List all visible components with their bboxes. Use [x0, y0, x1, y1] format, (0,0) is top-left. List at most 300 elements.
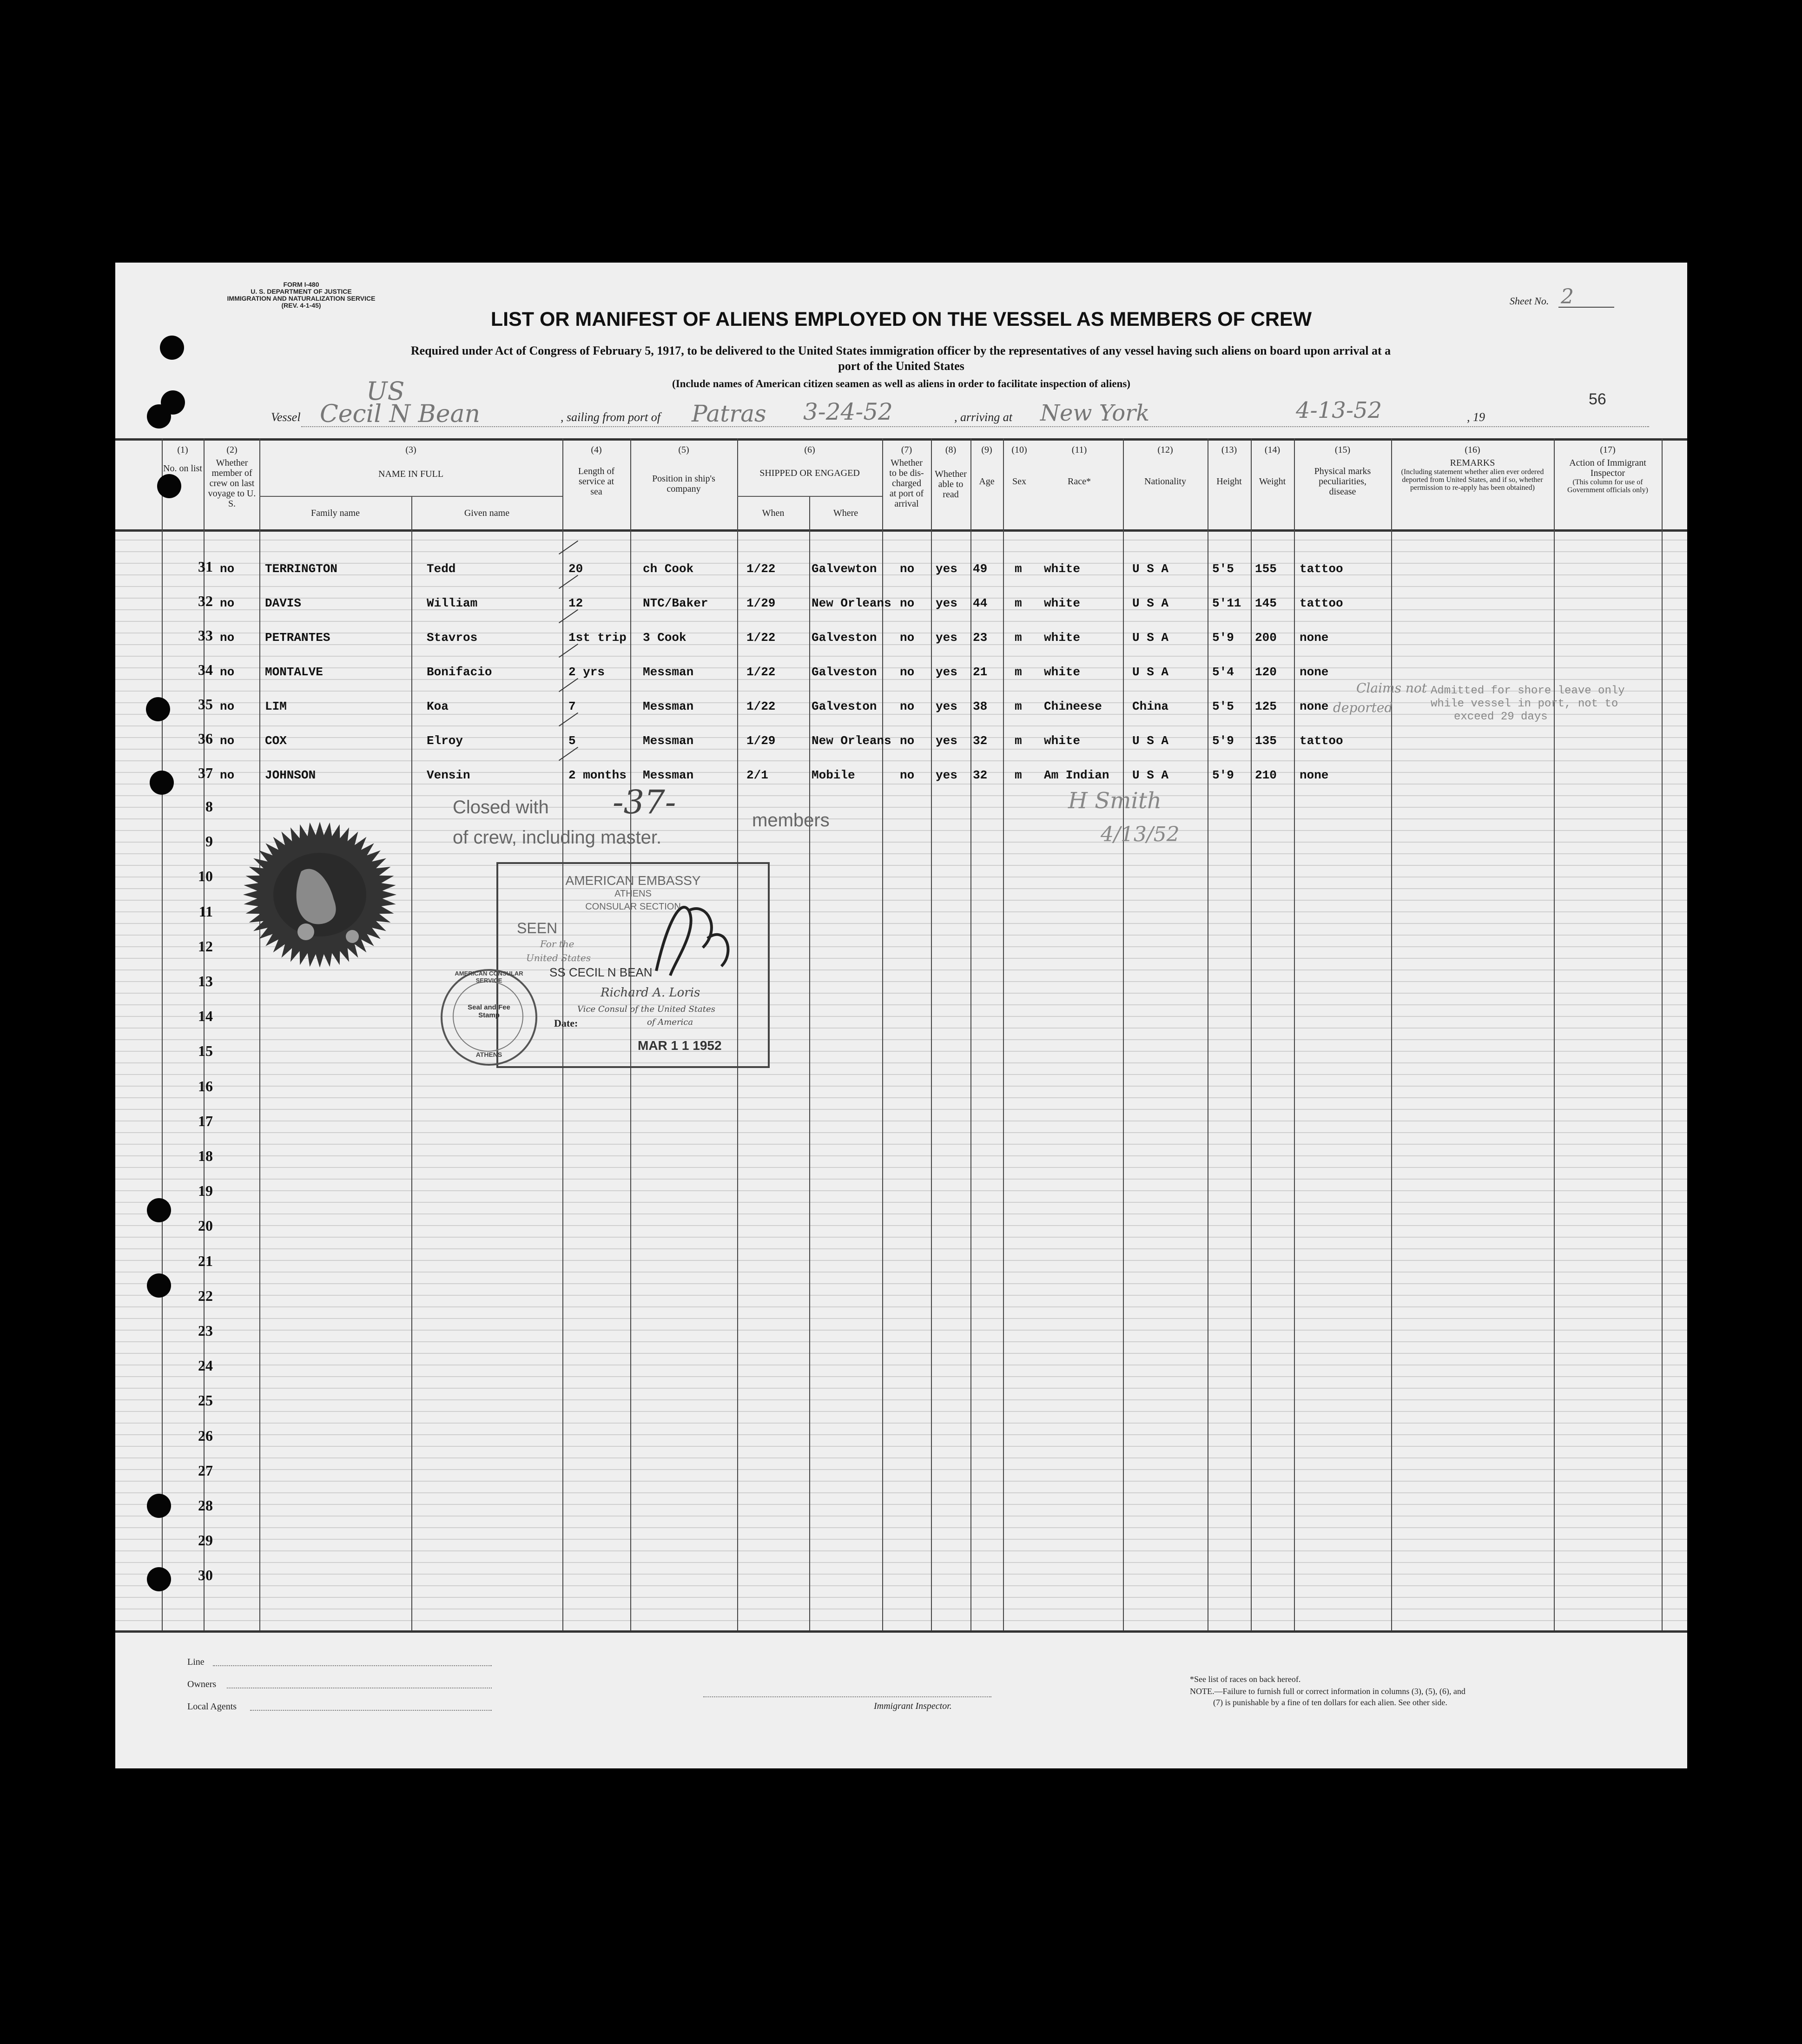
- col-divider: [1251, 438, 1252, 1630]
- height-cell: 5'11: [1212, 596, 1241, 610]
- position-cell: Messman: [643, 768, 694, 782]
- sex-cell: m: [1015, 562, 1022, 576]
- sex-cell: m: [1015, 768, 1022, 782]
- position-cell: Messman: [643, 699, 694, 713]
- ruled-line: [115, 1167, 1687, 1168]
- service-length-cell: 1st trip: [568, 631, 627, 645]
- col-4-header: (4) Length of service at sea: [578, 445, 615, 497]
- ruled-line: [115, 1620, 1687, 1621]
- inspector-signature-field: [703, 1696, 991, 1697]
- closing-stamp-line2: of crew, including master.: [453, 827, 662, 848]
- age-cell: 21: [973, 665, 988, 679]
- family-name-cell: DAVIS: [265, 596, 302, 610]
- row-number: 21: [198, 1252, 213, 1269]
- age-cell: 23: [973, 631, 988, 645]
- ruled-line: [115, 1295, 1687, 1296]
- ruled-line: [115, 1516, 1687, 1517]
- col-divider: [1662, 438, 1663, 1630]
- position-cell: 3 Cook: [643, 631, 686, 645]
- sex-cell: m: [1015, 734, 1022, 748]
- race-cell: Chineese: [1044, 699, 1102, 713]
- col-divider: [259, 438, 260, 1630]
- ruled-line: [115, 656, 1687, 657]
- service-length-cell: 20: [568, 562, 583, 576]
- able-to-read-cell: yes: [936, 699, 957, 713]
- height-cell: 5'9: [1212, 734, 1234, 748]
- col-1-header: (1) No. on list: [163, 445, 202, 474]
- row-number: 35: [198, 696, 213, 712]
- physical-marks-cell: tattoo: [1300, 734, 1343, 748]
- consular-stamp: AMERICAN EMBASSY ATHENS CONSULAR SECTION SEEN For the United States SS CECIL N BEAN Richard A. Loris Vice Consul of the United States of America Date: MAR 1 1 1952: [496, 862, 770, 1068]
- ruled-line: [115, 1597, 1687, 1598]
- ruled-line: [115, 1248, 1687, 1249]
- last-voyage-cell: no: [220, 562, 235, 576]
- ruled-line: [115, 807, 1687, 808]
- ruled-line: [115, 1028, 1687, 1029]
- discharged-cell: no: [900, 631, 915, 645]
- col-5-header: (5) Position in ship's company: [652, 445, 715, 494]
- shipped-when-cell: 1/22: [746, 562, 776, 576]
- position-cell: ch Cook: [643, 562, 694, 576]
- weight-cell: 200: [1255, 631, 1277, 645]
- vessel-label: Vessel: [271, 410, 301, 424]
- col-3-header: (3) NAME IN FULL: [378, 445, 443, 479]
- page-title: LIST OR MANIFEST OF ALIENS EMPLOYED ON THE VESSEL AS MEMBERS OF CREW: [490, 308, 1312, 330]
- ruled-line: [115, 725, 1687, 726]
- sex-cell: m: [1015, 665, 1022, 679]
- manifest-sheet: [115, 263, 1687, 1768]
- name-subheader-rule: [259, 496, 562, 497]
- last-voyage-cell: no: [220, 596, 235, 610]
- ruled-line: [115, 1539, 1687, 1540]
- table-header-rule: [115, 529, 1687, 532]
- footer-line-field: [213, 1665, 492, 1666]
- row-number: 36: [198, 730, 213, 747]
- col-divider: [931, 438, 932, 1630]
- able-to-read-cell: yes: [936, 734, 957, 748]
- row-number: 32: [198, 593, 213, 609]
- last-voyage-cell: no: [220, 699, 235, 713]
- ruled-line: [115, 540, 1687, 541]
- ruled-line: [115, 1574, 1687, 1575]
- ruled-line: [115, 1423, 1687, 1424]
- col-13-header: (13) Height: [1216, 445, 1242, 487]
- ruled-line: [115, 1039, 1687, 1040]
- row-number: 23: [198, 1322, 213, 1339]
- subtitle-line-1: Required under Act of Congress of February 5, 1917, to be delivered to the United States immigration officer by the representatives of any vessel having such aliens on board upon arrival at a: [410, 344, 1391, 357]
- table-bottom-rule: [115, 1630, 1687, 1633]
- physical-marks-cell: none: [1300, 699, 1329, 713]
- weight-cell: 125: [1255, 699, 1277, 713]
- row-number: 34: [198, 661, 213, 678]
- shipped-when-header: When: [762, 508, 785, 518]
- remarks-typed: Admitted for shore leave only while vessel in port, not to exceed 29 days: [1431, 685, 1625, 723]
- shipped-where-cell: Galveston: [812, 631, 877, 645]
- given-name-cell: Tedd: [427, 562, 456, 576]
- from-port: Patras: [692, 400, 766, 427]
- able-to-read-cell: yes: [936, 665, 957, 679]
- race-cell: white: [1044, 631, 1081, 645]
- tick-mark: [559, 541, 578, 554]
- row-number: 17: [198, 1112, 213, 1129]
- given-name-cell: Stavros: [427, 631, 478, 645]
- able-to-read-cell: yes: [936, 596, 957, 610]
- row-number: 29: [198, 1532, 213, 1549]
- ruled-line: [115, 1260, 1687, 1261]
- races-note: *See list of races on back hereof.: [1190, 1675, 1301, 1684]
- sex-cell: m: [1015, 699, 1022, 713]
- col-divider: [1294, 438, 1295, 1630]
- form-id-block: [180, 281, 422, 309]
- row-number: 26: [198, 1427, 213, 1444]
- ruled-line: [115, 1179, 1687, 1180]
- col-divider: [411, 496, 412, 1630]
- arriving-port: New York: [1040, 400, 1150, 426]
- nationality-cell: U S A: [1132, 631, 1169, 645]
- ruled-line: [115, 1225, 1687, 1226]
- service-length-cell: 2 months: [568, 768, 627, 782]
- table-top-rule: [115, 438, 1687, 441]
- physical-marks-cell: none: [1300, 665, 1329, 679]
- footer-agents-label: Local Agents: [187, 1701, 237, 1712]
- col-divider: [204, 438, 205, 1630]
- ruled-line: [115, 981, 1687, 982]
- ruled-line: [115, 1388, 1687, 1389]
- ruled-line: [115, 1446, 1687, 1447]
- col-8-header: (8) Whether able to read: [935, 445, 967, 500]
- ruled-line: [115, 1213, 1687, 1214]
- given-name-cell: Bonifacio: [427, 665, 492, 679]
- punch-hole: [147, 1273, 171, 1298]
- subtitle-line-3: (Include names of American citizen seamen as well as aliens in order to facilitate inspection of aliens): [672, 378, 1130, 389]
- shipped-when-cell: 1/22: [746, 699, 776, 713]
- weight-cell: 135: [1255, 734, 1277, 748]
- vessel-line-rule: [301, 426, 1649, 427]
- ruled-line: [115, 795, 1687, 796]
- form-revision: (REV. 4-1-45): [281, 302, 321, 309]
- discharged-cell: no: [900, 734, 915, 748]
- ruled-line: [115, 1504, 1687, 1505]
- row-number: 14: [198, 1008, 213, 1025]
- page-number: 56: [1589, 390, 1606, 408]
- sex-cell: m: [1015, 631, 1022, 645]
- row-number: 30: [198, 1567, 213, 1584]
- col-16-header: (16) REMARKS (Including statement whether alien ever ordered deported from United States, and if so, whether permission to re-apply has been obtained): [1401, 445, 1544, 492]
- footer-agents-field: [250, 1710, 492, 1711]
- family-name-cell: TERRINGTON: [265, 562, 338, 576]
- col-divider: [809, 496, 810, 1630]
- height-cell: 5'9: [1212, 631, 1234, 645]
- race-cell: Am Indian: [1044, 768, 1109, 782]
- nationality-cell: U S A: [1132, 665, 1169, 679]
- row-number: 33: [198, 627, 213, 644]
- punch-hole: [157, 474, 181, 498]
- row-number: 37: [198, 765, 213, 781]
- service-name: IMMIGRATION AND NATURALIZATION SERVICE: [227, 295, 376, 302]
- ruled-line: [115, 1132, 1687, 1133]
- sheet-number: 2: [1561, 285, 1574, 309]
- race-cell: white: [1044, 596, 1081, 610]
- shipped-where-header: Where: [833, 508, 858, 518]
- row-number: 22: [198, 1287, 213, 1304]
- age-cell: 49: [973, 562, 988, 576]
- age-cell: 32: [973, 734, 988, 748]
- shipped-when-cell: 1/22: [746, 631, 776, 645]
- col-divider: [162, 438, 163, 1630]
- family-name-cell: PETRANTES: [265, 631, 330, 645]
- ruled-line: [115, 1481, 1687, 1482]
- ruled-line: [115, 993, 1687, 994]
- position-cell: NTC/Baker: [643, 596, 708, 610]
- service-length-cell: 12: [568, 596, 583, 610]
- service-length-cell: 5: [568, 734, 576, 748]
- ruled-line: [115, 1585, 1687, 1586]
- shipped-where-cell: Galveston: [812, 665, 877, 679]
- col-11-header: (11) Race*: [1068, 445, 1091, 487]
- row-number: 12: [198, 937, 213, 955]
- row-number: 28: [198, 1497, 213, 1514]
- ruled-line: [115, 586, 1687, 587]
- discharged-cell: no: [900, 562, 915, 576]
- shipped-when-cell: 2/1: [746, 768, 768, 782]
- shipped-where-cell: Mobile: [812, 768, 855, 782]
- vessel-name: Cecil N Bean: [320, 400, 480, 428]
- subtitle-line-2: port of the United States: [838, 359, 964, 373]
- discharged-cell: no: [900, 768, 915, 782]
- ruled-line: [115, 551, 1687, 552]
- row-number: 9: [205, 833, 213, 850]
- vice-consul-signature: [628, 878, 745, 999]
- row-number: 11: [198, 903, 213, 920]
- ruled-line: [115, 1306, 1687, 1307]
- shipped-when-cell: 1/22: [746, 665, 776, 679]
- discharged-cell: no: [900, 665, 915, 679]
- col-divider: [970, 438, 971, 1630]
- inspector-signature-date: 4/13/52: [1101, 823, 1180, 846]
- shipped-when-cell: 1/29: [746, 596, 776, 610]
- ruled-line: [115, 784, 1687, 785]
- col-divider: [1391, 438, 1392, 1630]
- nationality-cell: U S A: [1132, 768, 1169, 782]
- ruled-line: [115, 1016, 1687, 1017]
- consular-fee-stamp: AMERICAN CONSULAR SERVICE Seal and Fee Stamp ATHENS: [441, 969, 537, 1066]
- col-6-header: (6) SHIPPED OR ENGAGED: [759, 445, 860, 478]
- discharged-cell: no: [900, 596, 915, 610]
- given-name-header: Given name: [464, 508, 510, 518]
- ruled-line: [115, 1190, 1687, 1191]
- ruled-line: [115, 1051, 1687, 1052]
- ruled-line: [115, 1492, 1687, 1493]
- ruled-line: [115, 1457, 1687, 1458]
- ruled-line: [115, 1272, 1687, 1273]
- sailing-date: 3-24-52: [803, 398, 893, 425]
- row-number: 25: [198, 1392, 213, 1409]
- age-cell: 44: [973, 596, 988, 610]
- row-number: 19: [198, 1182, 213, 1200]
- shipped-where-cell: New Orleans: [812, 734, 891, 748]
- physical-marks-cell: tattoo: [1300, 562, 1343, 576]
- sex-cell: m: [1015, 596, 1022, 610]
- position-cell: Messman: [643, 665, 694, 679]
- ruled-line: [115, 1411, 1687, 1412]
- given-name-cell: Koa: [427, 699, 449, 713]
- row-number: 31: [198, 558, 213, 575]
- family-name-cell: COX: [265, 734, 287, 748]
- arriving-label: , arriving at: [954, 410, 1012, 424]
- ruled-line: [115, 1202, 1687, 1203]
- last-voyage-cell: no: [220, 734, 235, 748]
- weight-cell: 120: [1255, 665, 1277, 679]
- year-label: , 19: [1467, 410, 1485, 424]
- physical-marks-cell: none: [1300, 631, 1329, 645]
- ruled-line: [115, 1434, 1687, 1435]
- ruled-line: [115, 760, 1687, 761]
- row-number: 16: [198, 1077, 213, 1095]
- physical-marks-cell: tattoo: [1300, 596, 1343, 610]
- fine-note-line1: NOTE.—Failure to furnish full or correct information in columns (3), (5), (6), and: [1190, 1687, 1465, 1696]
- ruled-line: [115, 1004, 1687, 1005]
- age-cell: 38: [973, 699, 988, 713]
- col-divider: [1003, 438, 1004, 1630]
- last-voyage-cell: no: [220, 665, 235, 679]
- height-cell: 5'5: [1212, 562, 1234, 576]
- row-number: 10: [198, 868, 213, 885]
- given-name-cell: Vensin: [427, 768, 470, 782]
- tick-mark: [559, 678, 578, 692]
- closing-stamp-members: members: [752, 810, 830, 831]
- sheet-number-rule: [1558, 307, 1614, 308]
- ruled-line: [115, 749, 1687, 750]
- footer-line-label: Line: [187, 1657, 205, 1667]
- given-name-cell: William: [427, 596, 478, 610]
- height-cell: 5'9: [1212, 768, 1234, 782]
- shipped-subheader-rule: [737, 496, 882, 497]
- col-17-header: (17) Action of Immigrant Inspector (This column for use of Government officials only): [1567, 445, 1648, 494]
- family-name-cell: LIM: [265, 699, 287, 713]
- shipped-where-cell: New Orleans: [812, 596, 891, 610]
- service-length-cell: 7: [568, 699, 576, 713]
- row-number: 24: [198, 1357, 213, 1374]
- ruled-line: [115, 1550, 1687, 1551]
- closing-crew-count: -37-: [613, 783, 676, 821]
- sheet-label: Sheet No.: [1510, 295, 1549, 307]
- punch-hole: [150, 771, 174, 795]
- ruled-line: [115, 1469, 1687, 1470]
- height-cell: 5'4: [1212, 665, 1234, 679]
- col-12-header: (12) Nationality: [1144, 445, 1186, 487]
- footer-owners-label: Owners: [187, 1679, 217, 1689]
- ruled-line: [115, 1527, 1687, 1528]
- able-to-read-cell: yes: [936, 631, 957, 645]
- ruled-line: [115, 679, 1687, 680]
- race-cell: white: [1044, 665, 1081, 679]
- nationality-cell: U S A: [1132, 734, 1169, 748]
- col-divider: [882, 438, 883, 1630]
- row-number: 13: [198, 973, 213, 989]
- weight-cell: 210: [1255, 768, 1277, 782]
- ruled-line: [115, 1353, 1687, 1354]
- vessel-flag: US: [366, 376, 405, 406]
- ruled-line: [115, 1062, 1687, 1063]
- ruled-line: [115, 1376, 1687, 1377]
- ruled-line: [115, 1086, 1687, 1087]
- shipped-when-cell: 1/29: [746, 734, 776, 748]
- form-number: FORM I-480: [283, 281, 319, 288]
- shipped-where-cell: Galveston: [812, 699, 877, 713]
- ruled-line: [115, 1097, 1687, 1098]
- service-length-cell: 2 yrs: [568, 665, 605, 679]
- row-number: 27: [198, 1462, 213, 1479]
- last-voyage-cell: no: [220, 768, 235, 782]
- ruled-line: [115, 1144, 1687, 1145]
- ruled-line: [115, 1155, 1687, 1156]
- ruled-line: [115, 1330, 1687, 1331]
- row-number: 20: [198, 1217, 213, 1234]
- ruled-line: [115, 1237, 1687, 1238]
- given-name-cell: Elroy: [427, 734, 463, 748]
- col-9-header: (9) Age: [979, 445, 995, 487]
- race-cell: white: [1044, 734, 1081, 748]
- able-to-read-cell: yes: [936, 562, 957, 576]
- col-divider: [1554, 438, 1555, 1630]
- weight-cell: 155: [1255, 562, 1277, 576]
- embossed-seal: [227, 816, 413, 974]
- ruled-line: [115, 1318, 1687, 1319]
- ruled-line: [115, 1109, 1687, 1110]
- fine-note-line2: (7) is punishable by a fine of ten dollars for each alien. See other side.: [1213, 1698, 1447, 1707]
- nationality-cell: U S A: [1132, 596, 1169, 610]
- row-number: 8: [205, 798, 213, 815]
- family-name-cell: JOHNSON: [265, 768, 316, 782]
- shipped-where-cell: Galvewton: [812, 562, 877, 576]
- row-number: 18: [198, 1147, 213, 1164]
- age-cell: 32: [973, 768, 988, 782]
- department-name: U. S. DEPARTMENT OF JUSTICE: [251, 288, 352, 295]
- family-name-cell: MONTALVE: [265, 665, 323, 679]
- punch-hole: [147, 1494, 171, 1518]
- ruled-line: [115, 1283, 1687, 1284]
- nationality-cell: China: [1132, 699, 1169, 713]
- immigrant-inspector-label: Immigrant Inspector.: [874, 1701, 952, 1711]
- discharged-cell: no: [900, 699, 915, 713]
- punch-hole: [147, 1567, 171, 1591]
- family-name-header: Family name: [311, 508, 360, 518]
- last-voyage-cell: no: [220, 631, 235, 645]
- closing-stamp-line1: Closed with: [453, 797, 549, 818]
- col-7-header: (7) Whether to be dis-charged at port of arrival: [889, 445, 924, 509]
- row-number: 15: [198, 1042, 213, 1060]
- weight-cell: 145: [1255, 596, 1277, 610]
- col-15-header: (15) Physical marks peculiarities, disease: [1314, 445, 1371, 497]
- arriving-date: 4-13-52: [1296, 397, 1382, 423]
- ruled-line: [115, 1399, 1687, 1400]
- ruled-line: [115, 1341, 1687, 1342]
- punch-hole: [160, 336, 184, 360]
- col-divider: [1123, 438, 1124, 1630]
- ruled-line: [115, 1074, 1687, 1075]
- position-cell: Messman: [643, 734, 694, 748]
- nationality-cell: U S A: [1132, 562, 1169, 576]
- col-14-header: (14) Weight: [1259, 445, 1286, 487]
- remarks-handwritten: Claims not deported: [1333, 680, 1427, 715]
- physical-marks-cell: none: [1300, 768, 1329, 782]
- height-cell: 5'5: [1212, 699, 1234, 713]
- punch-hole: [147, 1198, 171, 1222]
- ruled-line: [115, 621, 1687, 622]
- able-to-read-cell: yes: [936, 768, 957, 782]
- punch-hole: [147, 404, 171, 429]
- ruled-line: [115, 1562, 1687, 1563]
